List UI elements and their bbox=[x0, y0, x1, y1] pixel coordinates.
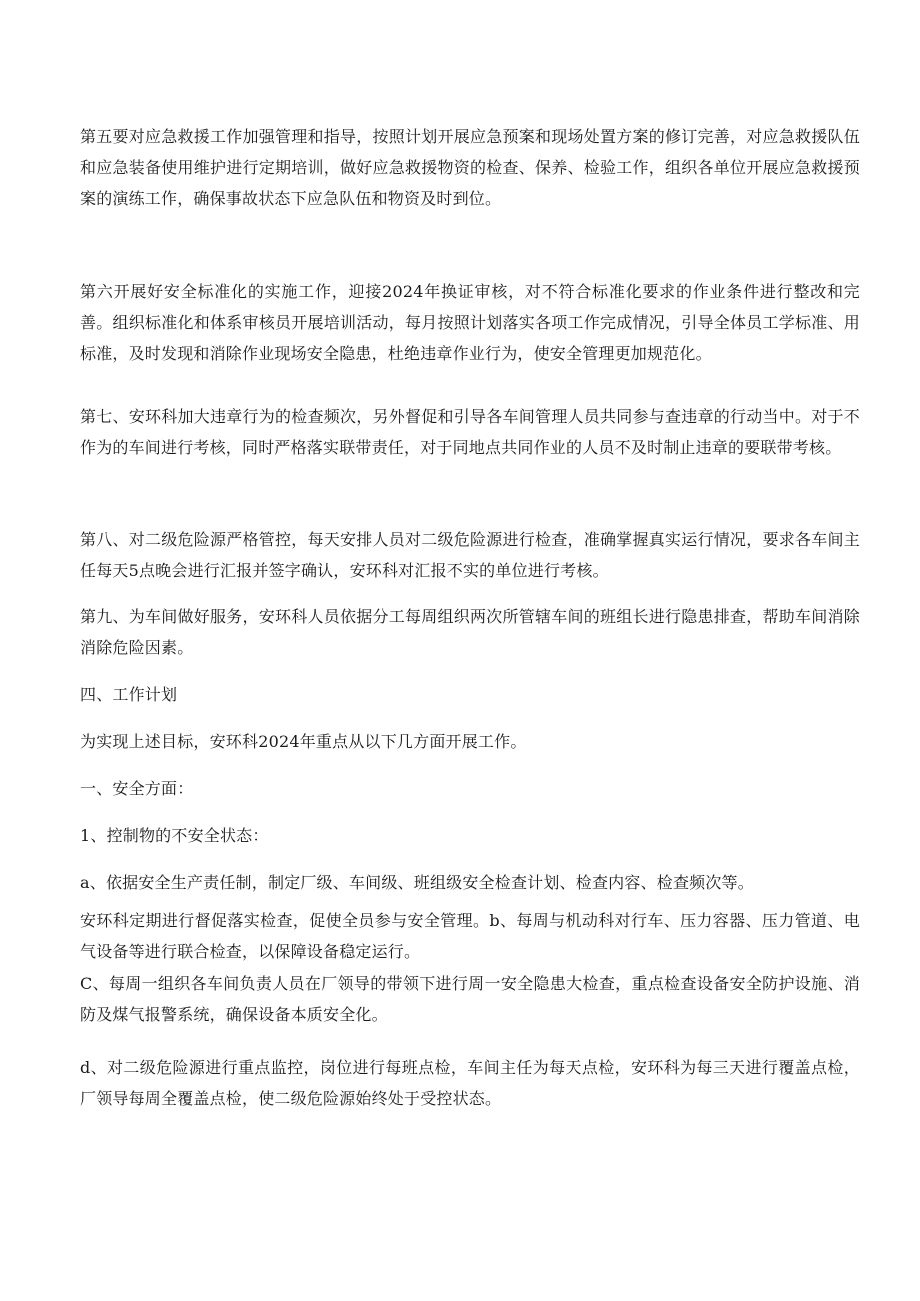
paragraph-item-a: a、依据安全生产责任制，制定厂级、车间级、班组级安全检查计划、检查内容、检查频次等。 bbox=[80, 873, 754, 892]
paragraph-item-b: 安环科定期进行督促落实检查，促使全员参与安全管理。b、每周与机动科对行车、压力容器、压力管道、电气设备等进行联合检查，以保障设备稳定运行。 bbox=[80, 911, 860, 961]
subheading-unsafe-state: 1、控制物的不安全状态： bbox=[80, 826, 269, 845]
paragraph-standardization: 第六开展好安全标准化的实施工作，迎接2024年换证审核，对不符合标准化要求的作业条件进行整改和完善。组织标准化和体系审核员开展培训活动，每月按照计划落实各项工作完成情况，引导全体员工学标准、用标准，及时发现和消除作业现场安全隐患，杜绝违章作业行为，使安全管理更加规范化。 bbox=[80, 282, 860, 363]
subheading-safety: 一、安全方面： bbox=[80, 779, 194, 798]
paragraph-emergency-rescue: 第五要对应急救援工作加强管理和指导，按照计划开展应急预案和现场处置方案的修订完善，对应急救援队伍和应急装备使用维护进行定期培训，做好应急救援物资的检查、保养、检验工作，组织各单位开展应急救援预案的演练工作，确保事故状态下应急队伍和物资及时到位。 bbox=[80, 127, 860, 208]
paragraph-workshop-service: 第九、为车间做好服务，安环科人员依据分工每周组织两次所管辖车间的班组长进行隐患排查，帮助车间消除消除危险因素。 bbox=[80, 607, 860, 657]
paragraph-item-c: C、每周一组织各车间负责人员在厂领导的带领下进行周一安全隐患大检查，重点检查设备安全防护设施、消防及煤气报警系统，确保设备本质安全化。 bbox=[80, 974, 860, 1024]
section-heading-work-plan: 四、工作计划 bbox=[80, 685, 178, 704]
paragraph-plan-intro: 为实现上述目标，安环科2024年重点从以下几方面开展工作。 bbox=[80, 732, 527, 751]
paragraph-hazard-control: 第八、对二级危险源严格管控，每天安排人员对二级危险源进行检查，准确掌握真实运行情况，要求各车间主任每天5点晚会进行汇报并签字确认，安环科对汇报不实的单位进行考核。 bbox=[80, 530, 860, 580]
paragraph-item-d: d、对二级危险源进行重点监控，岗位进行每班点检，车间主任为每天点检，安环科为每三天进行覆盖点检，厂领导每周全覆盖点检，使二级危险源始终处于受控状态。 bbox=[80, 1058, 860, 1108]
paragraph-violation-inspection: 第七、安环科加大违章行为的检查频次，另外督促和引导各车间管理人员共同参与查违章的行动当中。对于不作为的车间进行考核，同时严格落实联带责任，对于同地点共同作业的人员不及时制止违章的要联带考核。 bbox=[80, 407, 860, 457]
document-page bbox=[80, 0, 860, 1301]
